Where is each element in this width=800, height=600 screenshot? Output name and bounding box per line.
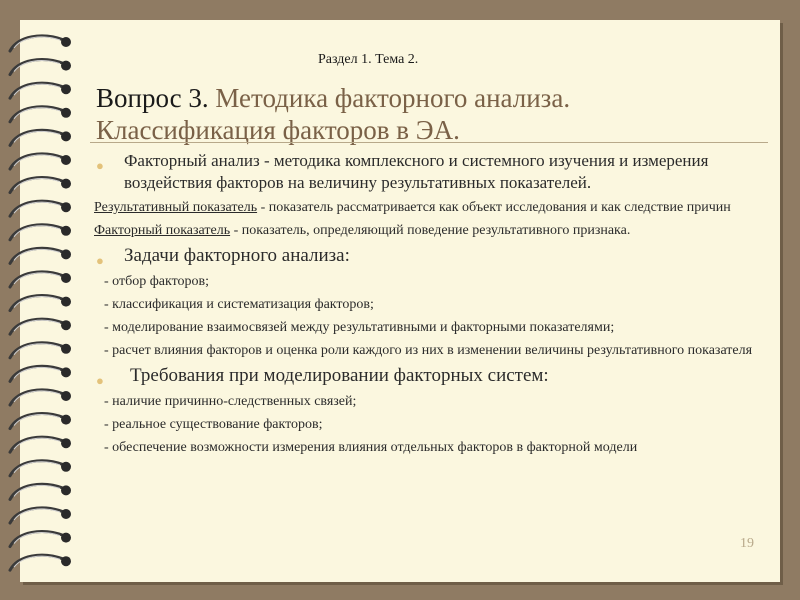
spiral-ring-icon (10, 532, 71, 547)
section-header: Раздел 1. Тема 2. (318, 52, 419, 67)
spiral-ring-icon (10, 461, 71, 476)
spiral-ring-icon (10, 154, 71, 169)
list-item: - классификация и систематизация факторов; (104, 297, 374, 312)
definition-result-indicator (94, 198, 764, 217)
spiral-ring-icon (10, 36, 71, 51)
list-item: - отбор факторов; (104, 274, 210, 289)
title-prefix: Вопрос 3. (96, 83, 209, 113)
title-line1: Методика факторного анализа. (208, 83, 571, 113)
list-item: - расчет влияния факторов и оценка роли каждого из них в изменении величины результативного показателя (104, 343, 753, 358)
spiral-ring-icon (10, 248, 71, 263)
list-item: - обеспечение возможности измерения влияния отдельных факторов в факторной модели (104, 440, 638, 455)
definition-factor-indicator (94, 221, 764, 240)
bullet-text: Требования при моделировании факторных систем: (130, 365, 549, 386)
spiral-ring-icon (10, 296, 71, 311)
definition-text: - показатель рассматривается как объект исследования и как следствие причин (257, 200, 731, 215)
list-item: - моделирование взаимосвязей между результативными и факторными показателями; (104, 320, 615, 335)
page-number: 19 (740, 536, 754, 551)
slide-content (94, 150, 764, 457)
definition-text: - показатель, определяющий поведение результативного признака. (230, 223, 631, 238)
spiral-ring-icon (10, 555, 71, 570)
definition-term: Результативный показатель (94, 200, 258, 215)
spiral-ring-icon (10, 272, 71, 287)
bullet-tasks-heading: ● Задачи факторного анализа: (96, 245, 350, 268)
bullet-text: Задачи факторного анализа: (124, 245, 350, 266)
spiral-ring-icon (10, 107, 71, 122)
spiral-ring-icon (10, 414, 71, 429)
spiral-ring-icon (10, 60, 71, 75)
spiral-ring-icon (10, 319, 71, 334)
spiral-ring-icon (10, 366, 71, 381)
spiral-ring-icon (10, 178, 71, 193)
definition-term: Факторный показатель (94, 223, 231, 238)
bullet-requirements-heading: ● Требования при моделировании факторных систем: (96, 365, 549, 388)
spiral-binding (0, 0, 90, 600)
spiral-ring-icon (10, 343, 71, 358)
slide-title (96, 82, 756, 146)
spiral-ring-icon (10, 225, 71, 240)
spiral-ring-icon (10, 390, 71, 405)
spiral-ring-icon (10, 484, 71, 499)
spiral-ring-icon (10, 83, 71, 98)
spiral-ring-icon (10, 437, 71, 452)
title-line2: Классификация факторов в ЭА. (96, 115, 460, 145)
list-item: - реальное существование факторов; (104, 417, 323, 432)
list-item: - наличие причинно-следственных связей; (104, 394, 357, 409)
spiral-ring-icon (10, 130, 71, 145)
bullet-factor-analysis: ● Факторный анализ - методика комплексного и системного изучения и измерения воздействия факторов на величину результативных показателей. (96, 151, 709, 192)
spiral-ring-icon (10, 508, 71, 523)
bullet-text: Факторный анализ - методика комплексного и системного изучения и измерения воздействия факторов на величину результативных показателей. (124, 151, 709, 192)
title-divider (90, 142, 768, 143)
spiral-ring-icon (10, 201, 71, 216)
